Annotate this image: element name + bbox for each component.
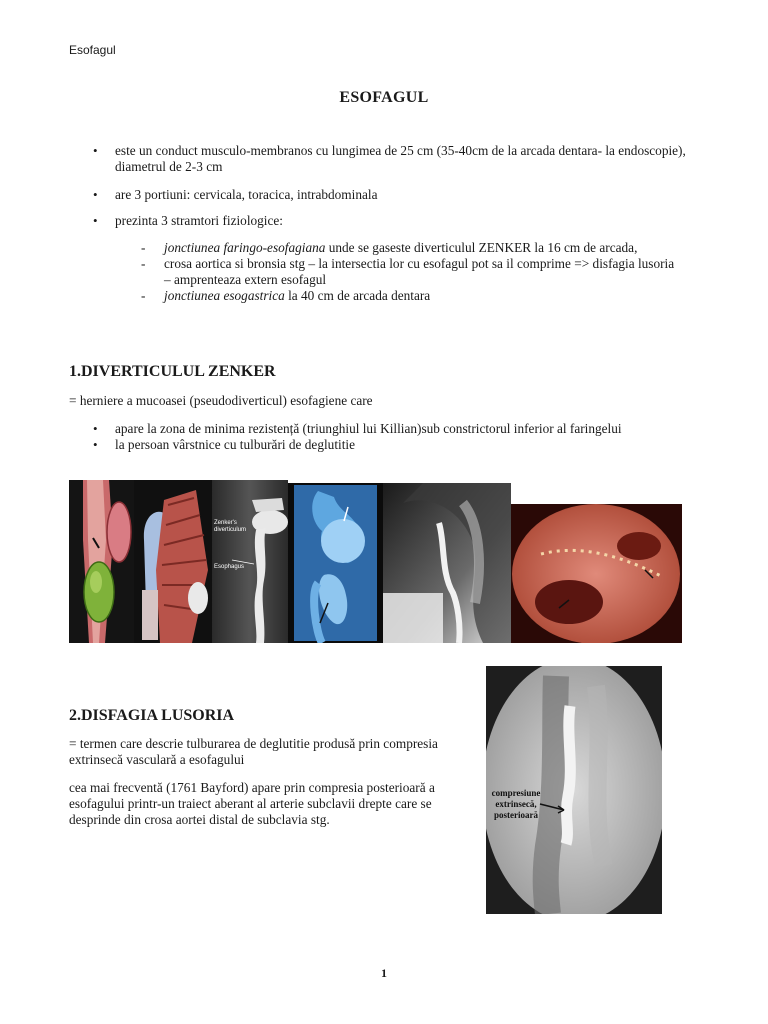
list-item [141, 256, 681, 288]
intro-bullet-list-3 [93, 213, 723, 229]
anatomy-illustration-1 [69, 480, 134, 643]
annotation-line: compresiune [491, 788, 541, 798]
lusoria-definition: = termen care descrie tulburarea de deglutitie produsă prin compresia extrinsecă vasculară a esofagului [69, 736, 438, 767]
lusoria-xray-image [486, 666, 662, 914]
anatomy-illustration-2 [134, 480, 212, 643]
list-item: • prezinta 3 stramtori fiziologice: [93, 213, 723, 229]
page-number: 1 [381, 966, 387, 980]
list-item [141, 288, 681, 304]
item-text: unde se gaseste diverticulul ZENKER la 16 cm de arcada, [325, 240, 638, 255]
stramtori-list [141, 240, 681, 304]
italic-term: jonctiunea faringo-esofagiana [164, 240, 326, 255]
esophagus-label: Esophagus [214, 564, 245, 570]
italic-term: jonctiunea esogastrica [164, 288, 285, 303]
barium-swallow-image [288, 483, 383, 643]
neck-xray-image [383, 483, 511, 643]
zenker-definition: = herniere a mucoasei (pseudodiverticul) esofagiene care [69, 393, 373, 408]
annotation-line: extrinsecă, [495, 799, 537, 809]
list-item: • are 3 portiuni: cervicala, toracica, intrabdominala [93, 187, 723, 203]
list-item: • la persoan vârstnice cu tulburări de deglutitie [93, 437, 723, 453]
lusoria-paragraph: cea mai frecventă (1761 Bayford) apare prin compresia posterioară a esofagului printr-un traiect aberant al arterie subclavii drepte care se desprinde din crosa aortei distal de subclavia stg. [69, 780, 435, 827]
list-item: • apare la zona de minima rezistență (triunghiul lui Killian)sub constrictorul inferior al faringelui [93, 421, 723, 437]
running-header: Esofagul [69, 43, 116, 57]
xray-annotation [486, 788, 546, 821]
endoscopy-image [511, 504, 682, 643]
section-heading-zenker: 1.DIVERTICULUL ZENKER [69, 363, 276, 380]
zenker-label: Zenker's diverticulum [214, 520, 247, 533]
section-heading-lusoria: 2.DISFAGIA LUSORIA [69, 707, 235, 724]
intro-bullet-list [93, 143, 723, 175]
list-item: • este un conduct musculo-membranos cu lungimea de 25 cm (35-40cm de la arcada dentara- la endoscopie), diametrul de 2-3 cm [93, 143, 723, 175]
item-text: crosa aortica si bronsia stg – la intersectia lor cu esofagul pot sa il comprime => disfagia lusoria – amprenteaza extern esofagul [164, 256, 675, 287]
barium-xray-zenker [212, 480, 288, 643]
zenker-bullet-list [93, 421, 723, 453]
annotation-line: posterioară [494, 810, 538, 820]
intro-bullet-list-2 [93, 187, 723, 203]
page-title: ESOFAGUL [339, 89, 429, 106]
list-item [141, 240, 681, 256]
item-text: la 40 cm de arcada dentara [284, 288, 431, 303]
